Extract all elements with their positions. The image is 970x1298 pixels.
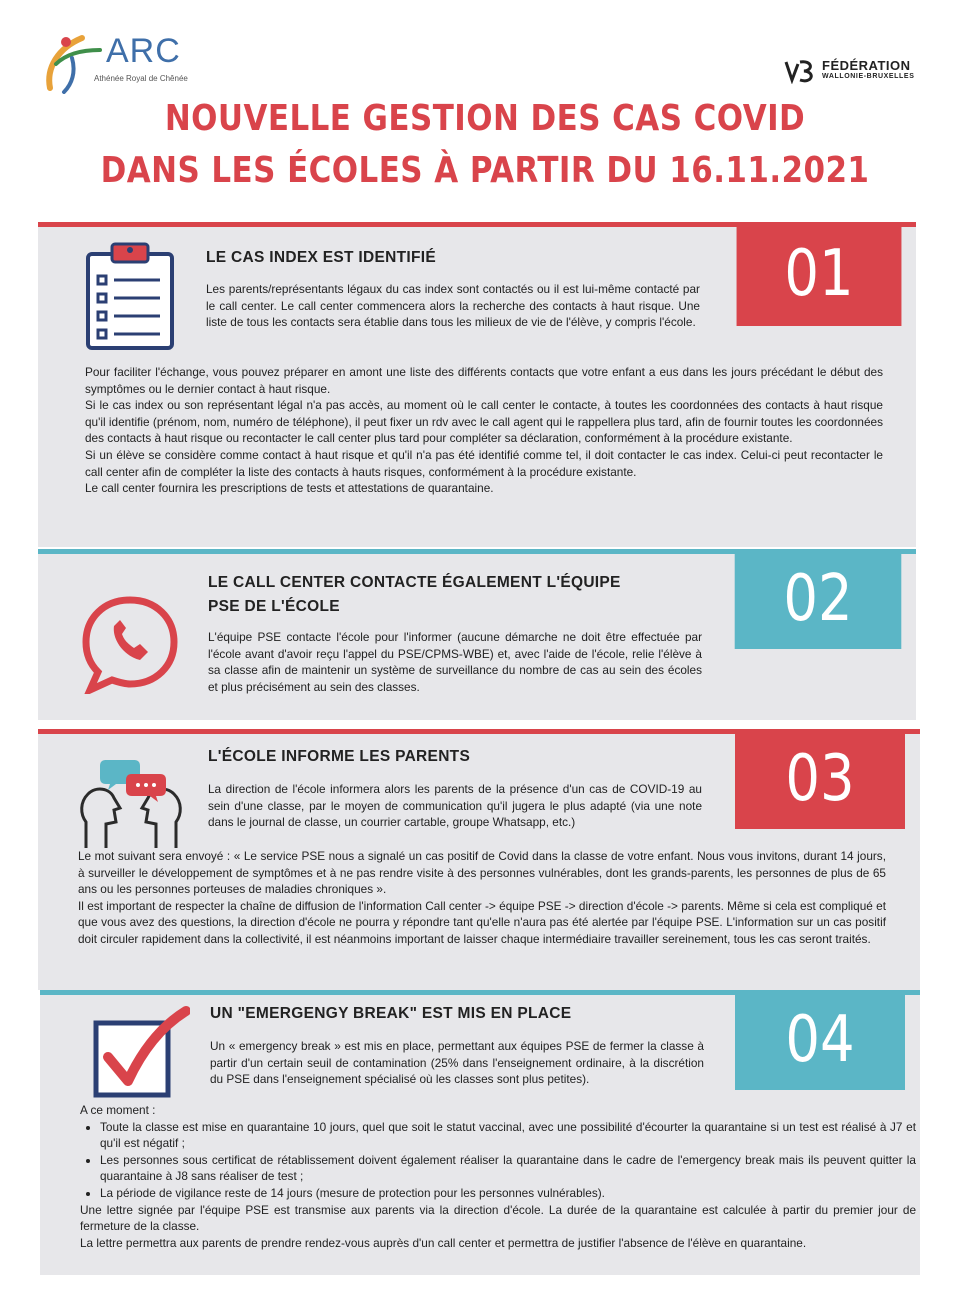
- section-01-paragraph: Le call center fournira les prescriptions de tests et attestations de quarantaine.: [85, 481, 494, 496]
- section-03-title: L'ÉCOLE INFORME LES PARENTS: [208, 748, 471, 765]
- section-04-intro: Un « emergency break » est mis en place, permettant aux équipes PSE de fermer la classe à partir d'un certain seuil de contamination (25% dans l'enseignement ordinaire, à la discrétion du PSE dans l'enseignement spécialisé où les classes sont plus petites).: [210, 1039, 704, 1087]
- conversation-icon: [76, 752, 186, 852]
- arc-logo-subtitle: Athénée Royal de Chênée: [94, 74, 188, 83]
- section-02-title-line2: PSE DE L'ÉCOLE: [208, 598, 340, 615]
- section-02-title: [208, 571, 698, 619]
- section-03-body: [78, 848, 886, 948]
- section-04-bullet-list: [80, 1119, 916, 1202]
- arc-swoosh-icon: [42, 28, 104, 94]
- fwb-emblem-icon: [782, 58, 818, 84]
- section-04-paragraph: La lettre permettra aux parents de prendre rendez-vous auprès d'un call center et permettra de justifier l'absence de l'élève en quarantaine.: [80, 1235, 807, 1250]
- arc-logo-text: ARC: [106, 32, 181, 70]
- section-04-title: UN "EMERGENGY BREAK" EST MIS EN PLACE: [210, 1005, 572, 1022]
- section-04-paragraph: Une lettre signée par l'équipe PSE est transmise aux parents via la direction d'école. La durée de la quarantaine est calculée à partir du premier jour de fermeture de la classe.: [80, 1202, 916, 1234]
- section-01-title: LE CAS INDEX EST IDENTIFIÉ: [206, 249, 436, 266]
- section-01-paragraph: Pour faciliter l'échange, vous pouvez préparer en amont une liste des différents contacts que votre enfant a eus dans les jours précédant le début des symptômes ou le dernier contact à haut risque.: [85, 365, 883, 396]
- section-01-number: 01: [737, 222, 902, 326]
- phone-chat-icon: [78, 594, 182, 694]
- section-03-number: 03: [735, 729, 905, 829]
- section-04-number: 04: [735, 990, 905, 1090]
- section-01-intro: Les parents/représentants légaux du cas index sont contactés ou il est lui-même contacté par le call center. Le call center commencera alors la recherche des contacts à haut risque. Une liste de tous les contacts sera établie dans tous les milieux de vie de l'élève, y compris l'école.: [206, 282, 700, 330]
- section-03-paragraph: Le mot suivant sera envoyé : « Le service PSE nous a signalé un cas positif de Covid dans la classe de votre enfant. Nous vous invitons, durant 14 jours, à surveiller le développement de symptômes et à ne pas rendre visite à des personnes vulnérables, dont les grands-parents, les personnes de plus de 65 ans ou les personnes porteuses de maladies chroniques ».: [78, 849, 886, 897]
- section-04-body: [80, 1102, 916, 1251]
- section-03-intro: La direction de l'école informera alors les parents de la présence d'un cas de COVID-19 au sein d'une classe, par le moyen de communication qu'il jugera le plus adapté (via une note dans le journal de classe, un courrier cartable, groupe Whatsapp, etc.): [208, 782, 702, 830]
- section-01-paragraph: Si le cas index ou son représentant légal n'a pas accès, au moment où le call center le contacte, à toutes les coordonnées des contacts à haut risque qu'il identifie (prénom, nom, numéro de téléphone), il peut fixer un rdv avec le call agent qui le rappellera plus tard, afin de fournir toutes les coordonnées des contacts à haut risque ou recontacter le call center plus tard pour compléter sa déclaration, conformément à la procédure existante.: [85, 398, 883, 446]
- section-03-paragraph: Il est important de respecter la chaîne de diffusion de l'information Call center -> équipe PSE -> direction d'école -> parents. Même si cela est compliqué et que vous avez des questions, la direction d'école ne pourra y répondre tant qu'elle n'aura pas été alertée par l'équipe PSE. L'information sur un cas positif doit circuler rapidement dans la collectivité, il est néanmoins important de laisser chaque intermédiaire travailler sereinement, tous les cas seront traités.: [78, 898, 886, 946]
- section-04-lead: A ce moment :: [80, 1103, 156, 1117]
- clipboard-icon: [82, 240, 178, 352]
- section-02-intro: L'équipe PSE contacte l'école pour l'informer (aucune démarche ne doit être effectuée par l'école avant d'avoir reçu l'appel du PSE/CPMS-WBE) et, avec l'aide de l'école, relie l'élève à sa classe afin de maintenir un système de surveillance du nombre de cas au sein des écoles et plus précisément au sein des classes.: [208, 630, 702, 694]
- page-title-line2: DANS LES ÉCOLES À PARTIR DU 16.11.2021: [100, 150, 870, 191]
- section-02-title-line1: LE CALL CENTER CONTACTE ÉGALEMENT L'ÉQUIPE: [208, 574, 621, 591]
- list-item: • La période de vigilance reste de 14 jours (mesure de protection pour les personnes vulnérables).: [100, 1185, 916, 1202]
- list-item: • Toute la classe est mise en quarantaine 10 jours, quel que soit le statut vaccinal, avec une possibilité d'écourter la quarantaine si un test est réalisé à J7 et qu'il est négatif ;: [100, 1119, 916, 1152]
- arc-logo: [38, 22, 194, 98]
- fwb-logo-line2: WALLONIE-BRUXELLES: [822, 73, 915, 80]
- page-title-line1: NOUVELLE GESTION DES CAS COVID: [164, 98, 806, 139]
- fwb-logo: [782, 56, 922, 86]
- section-01-body: [85, 364, 883, 497]
- fwb-logo-line1: FÉDÉRATION: [822, 58, 911, 73]
- list-item: • Les personnes sous certificat de rétablissement doivent également réaliser la quarantaine dans le cadre de l'emergency break mais ils peuvent quitter la quarantaine à J8 sans réaliser de test ;: [100, 1152, 916, 1185]
- checkmark-icon: [90, 1005, 190, 1103]
- section-02-number: 02: [735, 549, 902, 649]
- section-01-paragraph: Si un élève se considère comme contact à haut risque et qu'il n'a pas été identifié comme tel, il doit contacter le cas index. Celui-ci peut recontacter le call center afin de compléter la liste des contacts à hauts risques, conformément à la procédure existante.: [85, 447, 883, 479]
